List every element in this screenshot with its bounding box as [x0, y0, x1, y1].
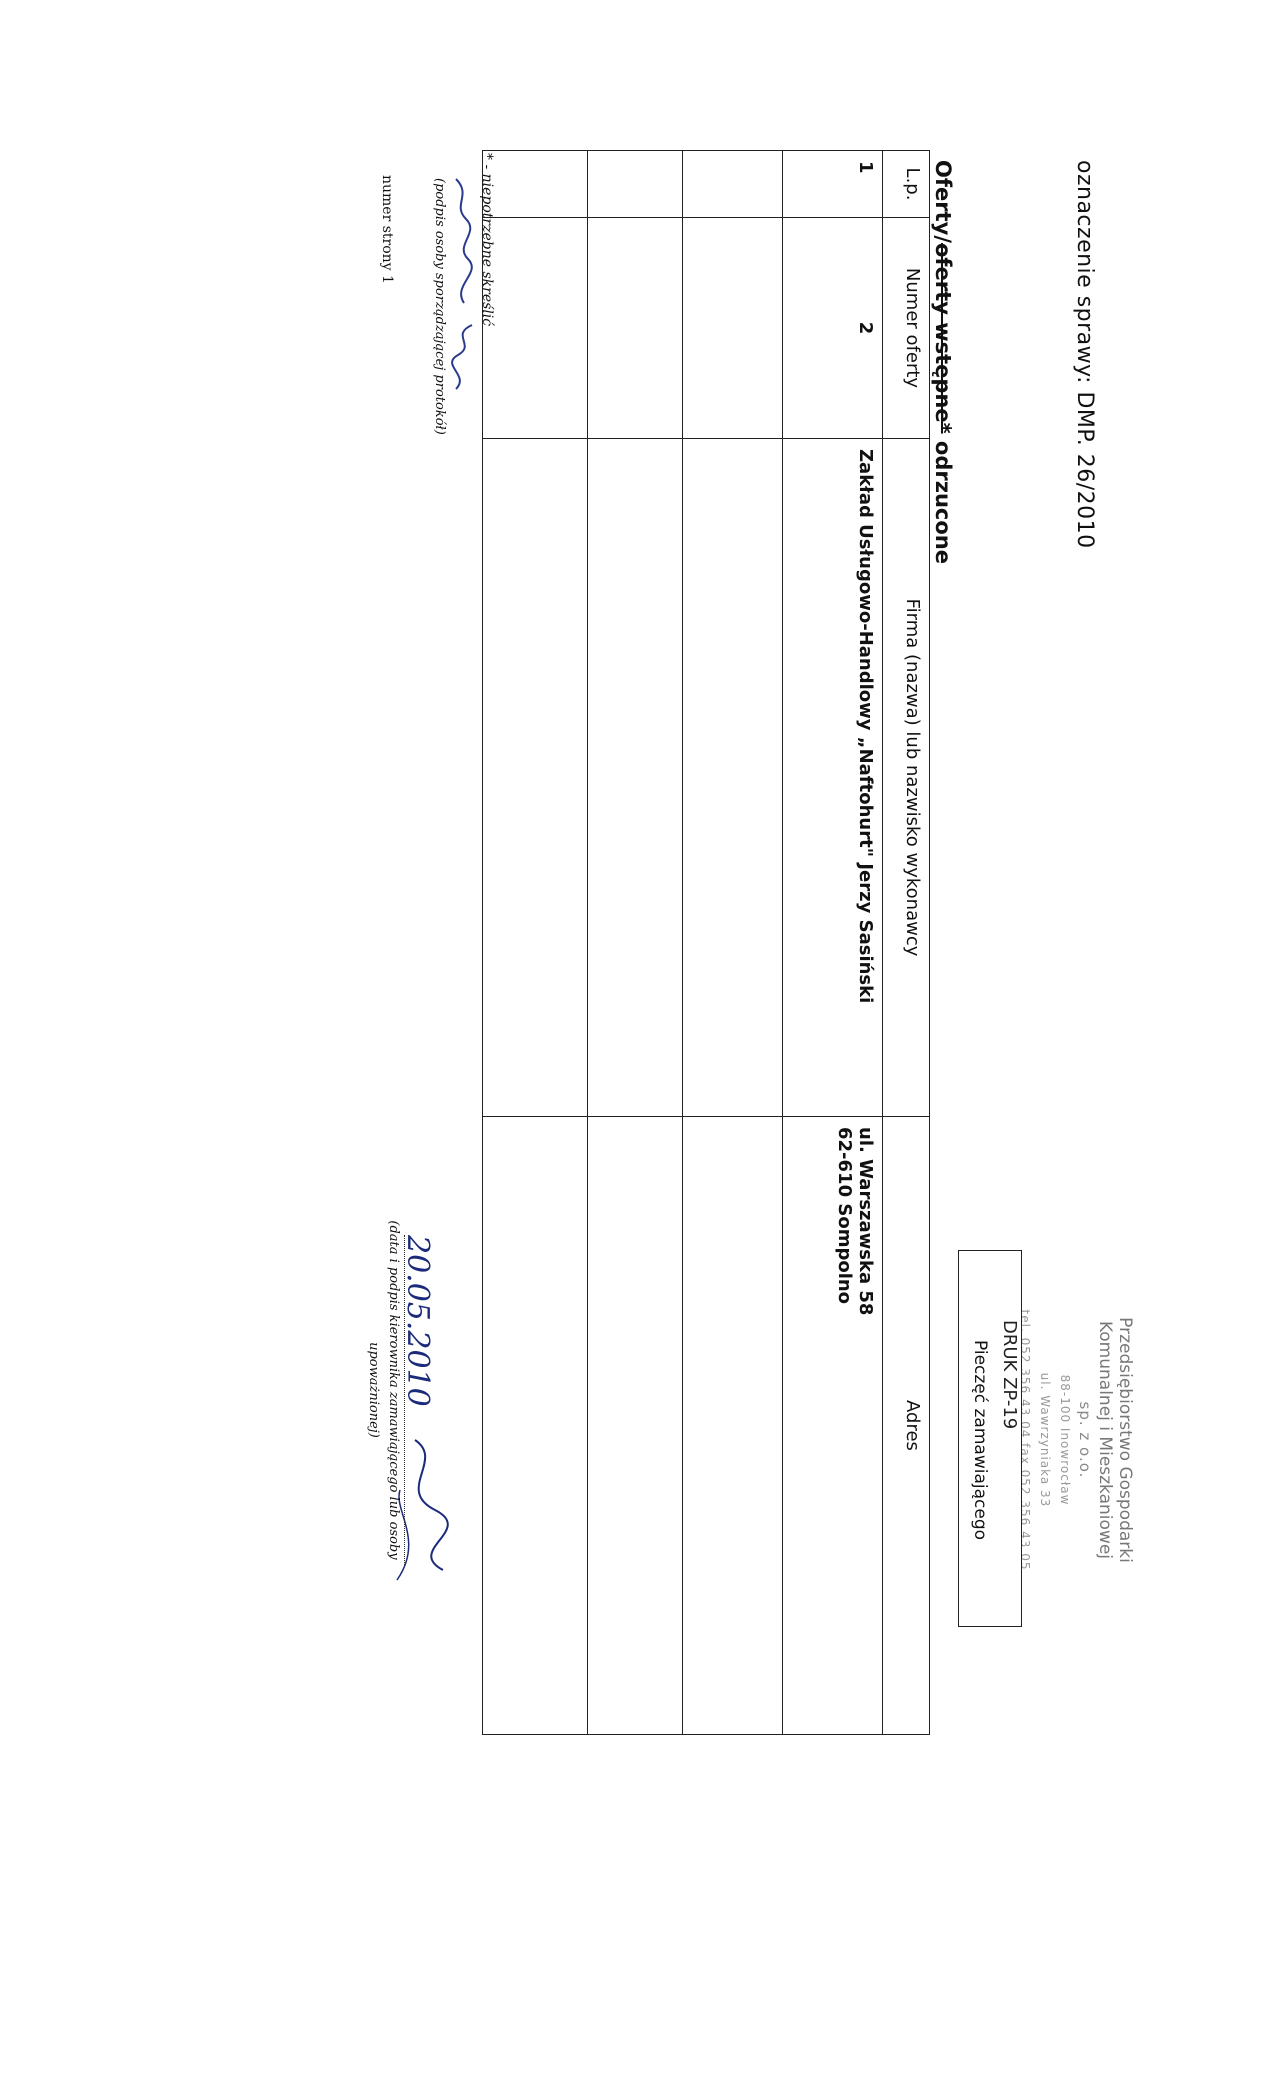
signature-caption-right	[363, 1180, 403, 1600]
signature-left-scribble	[446, 175, 480, 395]
stamp-line1: Przedsiębiorstwo Gospodarki	[1115, 1317, 1135, 1563]
stamp-line5: ul. Wawrzyniaka 33	[1038, 1372, 1052, 1508]
table-row	[483, 151, 588, 1735]
table-row	[683, 151, 783, 1735]
cell-address	[783, 1117, 883, 1735]
header-company: Firma (nazwa) lub nazwisko wykonawcy	[883, 439, 930, 1117]
cell-lp: 1	[783, 151, 883, 218]
cell-address	[483, 1117, 588, 1735]
form-code: DRUK ZP-19	[999, 1320, 1020, 1430]
cell-lp	[588, 151, 683, 218]
signature-caption-right-line2: upoważnionej)	[366, 1342, 381, 1438]
signature-line	[404, 1235, 405, 1565]
stamp-line2: Komunalnej i Mieszkaniowej	[1095, 1320, 1115, 1560]
cell-company: Zakład Usługowo-Handlowy „Naftohurt" Jerzy Sasiński	[783, 439, 883, 1117]
handwritten-date: 20.05.2010	[400, 1235, 435, 1407]
stamp-line6: tel. 052 356 43 04 fax 052 356 43 05	[1018, 1309, 1032, 1571]
cell-offer-number	[483, 218, 588, 439]
footnote: * - niepotrzebne skreślić	[479, 153, 495, 327]
case-reference: oznaczenie sprawy: DMP. 26/2010	[1072, 160, 1097, 549]
company-stamp	[1015, 1255, 1135, 1625]
cell-lp	[483, 151, 588, 218]
rejected-offers-table	[482, 150, 930, 1735]
section-title-part2: odrzucone	[931, 433, 955, 564]
signature-caption-left: (podpis osoby sporządzającej protokół)	[432, 178, 447, 435]
section-title-part1: Oferty/	[931, 160, 955, 243]
stamp-line4: 88-100 Inowrocław	[1058, 1374, 1072, 1506]
address-line2: 62-610 Sompolno	[834, 1127, 855, 1305]
cell-offer-number	[683, 218, 783, 439]
section-title-struck: oferty wstępne*	[931, 243, 955, 434]
section-title	[931, 160, 955, 564]
cell-offer-number	[588, 218, 683, 439]
signature-caption-right-line1: (data i podpis kierownika zamawiającego lub osoby	[386, 1220, 401, 1560]
seal-caption: Pieczęć zamawiającego	[970, 1339, 990, 1541]
cell-offer-number: 2	[783, 218, 883, 439]
header-lp: L.p.	[883, 151, 930, 218]
table-row	[783, 151, 883, 1735]
cell-company	[683, 439, 783, 1117]
header-address: Adres	[883, 1117, 930, 1735]
address-line1: ul. Warszawska 58	[855, 1127, 876, 1316]
cell-lp	[683, 151, 783, 218]
cell-company	[588, 439, 683, 1117]
cell-address	[683, 1117, 783, 1735]
stamp-box	[958, 1250, 1022, 1627]
header-offer-number: Numer oferty	[883, 218, 930, 439]
table-header-row	[883, 151, 930, 1735]
stamp-line3: sp. z o.o.	[1076, 1401, 1094, 1479]
page-number: numer strony 1	[379, 175, 395, 284]
cell-address	[588, 1117, 683, 1735]
cell-company	[483, 439, 588, 1117]
table-row	[588, 151, 683, 1735]
